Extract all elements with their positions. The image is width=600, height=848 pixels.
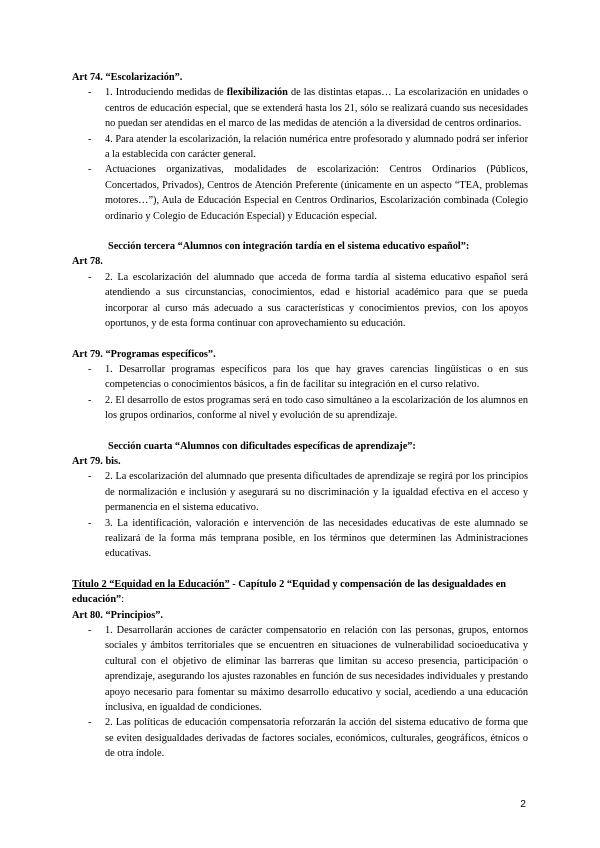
article-80-list bbox=[72, 623, 528, 762]
section-3-heading: Sección tercera “Alumnos con integración tardía en el sistema educativo español”: bbox=[108, 241, 470, 253]
item-text: 2. La escolarización del alumnado que acceda de forma tardía al sistema educativo español será atendiendo a sus circunstancias, conocimientos, edad e historial académico para que se pueda incorporar al curso más adecuado a sus características y conocimientos previos, con los apoyos oportunos, y de esta forma continuar con aprovechamiento su educación. bbox=[105, 271, 528, 330]
dash-bullet: - bbox=[88, 717, 92, 729]
item-emphasis: flexibilización bbox=[226, 87, 288, 99]
list-item bbox=[72, 270, 528, 332]
title-colon: : bbox=[121, 594, 125, 606]
item-text: 2. El desarrollo de estos programas será en todo caso simultáneo a la escolarización de los alumnos en los grupos ordinarios, conforme al nivel y evolución de su aprendizaje. bbox=[105, 394, 528, 422]
article-79-list bbox=[72, 362, 528, 424]
article-74-heading: Art 74. “Escolarización”. bbox=[72, 72, 183, 83]
dash-bullet: - bbox=[88, 625, 92, 636]
list-item bbox=[72, 362, 528, 393]
item-text: 4. Para atender la escolarización, la relación numérica entre profesorado y alumnado podrá ser inferior a la establecida con carácter general. bbox=[105, 133, 528, 161]
document-page bbox=[72, 70, 528, 762]
dash-bullet: - bbox=[88, 164, 92, 176]
list-item bbox=[72, 715, 528, 761]
list-item bbox=[72, 623, 528, 715]
article-79bis-heading: Art 79. bis. bbox=[72, 455, 121, 467]
item-text: 3. La identificación, valoración e intervención de las necesidades educativas de este alumnado se realizará de la forma más temprana posible, en los términos que determinen las Administraciones educativas. bbox=[105, 517, 528, 560]
article-78-list bbox=[72, 270, 528, 332]
dash-bullet: - bbox=[88, 394, 92, 406]
chapter-2-title: - Capítulo 2 “Equidad y compensación de las desigualdades en educación” bbox=[72, 578, 507, 606]
dash-bullet: - bbox=[88, 133, 92, 145]
item-text: de las distintas etapas… La escolarización en unidades o centros de educación especial, que se extenderá hasta los 21, sólo se realizará cuando sus necesidades no puedan ser atendidas en el marco de las medidas de atención a la diversidad de centros ordinarios. bbox=[105, 87, 529, 130]
title-2-heading bbox=[72, 577, 528, 608]
page-number: 2 bbox=[520, 799, 526, 810]
item-text: 1. Desarrollar programas específicos para los que hay graves carencias lingüísticas o en sus competencias o conocimientos básicos, a fin de facilitar su integración en el curso relativo. bbox=[105, 363, 528, 391]
article-74-list bbox=[72, 85, 528, 224]
article-79-heading: Art 79. “Programas específicos”. bbox=[72, 348, 216, 360]
list-item bbox=[72, 162, 528, 224]
dash-bullet: - bbox=[88, 271, 92, 283]
article-80-heading: Art 80. “Principios”. bbox=[72, 609, 163, 621]
item-text: 1. Introduciendo medidas de bbox=[105, 87, 227, 99]
article-78-heading: Art 78. bbox=[72, 256, 103, 268]
section-4-heading: Sección cuarta “Alumnos con dificultades específicas de aprendizaje”: bbox=[108, 440, 416, 452]
list-item bbox=[72, 469, 528, 515]
item-text: 1. Desarrollarán acciones de carácter compensatorio en relación con las personas, grupos, entornos sociales y ámbitos territoriales que se encuentren en situaciones de vulnerabilidad socioeducativa y cultural con el objetivo de eliminar las barreras que limitan su acceso presencia, participación o aprendizaje, asegurando los ajustes razonables en función de sus necesidades individuales y prestando apoyo necesario para fomentar su máximo desarrollo educativo y social, acediendo a una educación inclusiva, en igualdad de condiciones. bbox=[105, 625, 528, 714]
list-item bbox=[72, 85, 528, 131]
item-text: 2. La escolarización del alumnado que presenta dificultades de aprendizaje se regirá por los principios de normalización e inclusión y asegurará su no discriminación y la igualdad efectiva en el acceso y permanencia en el sistema educativo. bbox=[105, 471, 528, 514]
list-item bbox=[72, 132, 528, 163]
item-text: Actuaciones organizativas, modalidades de escolarización: Centros Ordinarios (Públicos, Concertados, Privados), Centros de Atención Preferente (únicamente en un aspecto “TEA, problemas motores…”), Aula de Educación Especial en Centros Ordinarios, Escolarización combinada (Colegio ordinario y Colegio de Educación Especial) y Educación especial. bbox=[105, 164, 528, 222]
dash-bullet: - bbox=[88, 517, 92, 529]
article-79bis-list bbox=[72, 469, 528, 561]
title-2-underlined: Título 2 “Equidad en la Educación” bbox=[72, 578, 230, 590]
dash-bullet: - bbox=[88, 363, 92, 375]
dash-bullet: - bbox=[88, 471, 92, 483]
dash-bullet: - bbox=[88, 87, 92, 99]
list-item bbox=[72, 516, 528, 562]
item-text: 2. Las políticas de educación compensatoria reforzarán la acción del sistema educativo de forma que se eviten desigualdades derivadas de factores sociales, económicos, culturales, geográficos, étnicos o de otra índole. bbox=[105, 717, 528, 760]
list-item bbox=[72, 393, 528, 424]
